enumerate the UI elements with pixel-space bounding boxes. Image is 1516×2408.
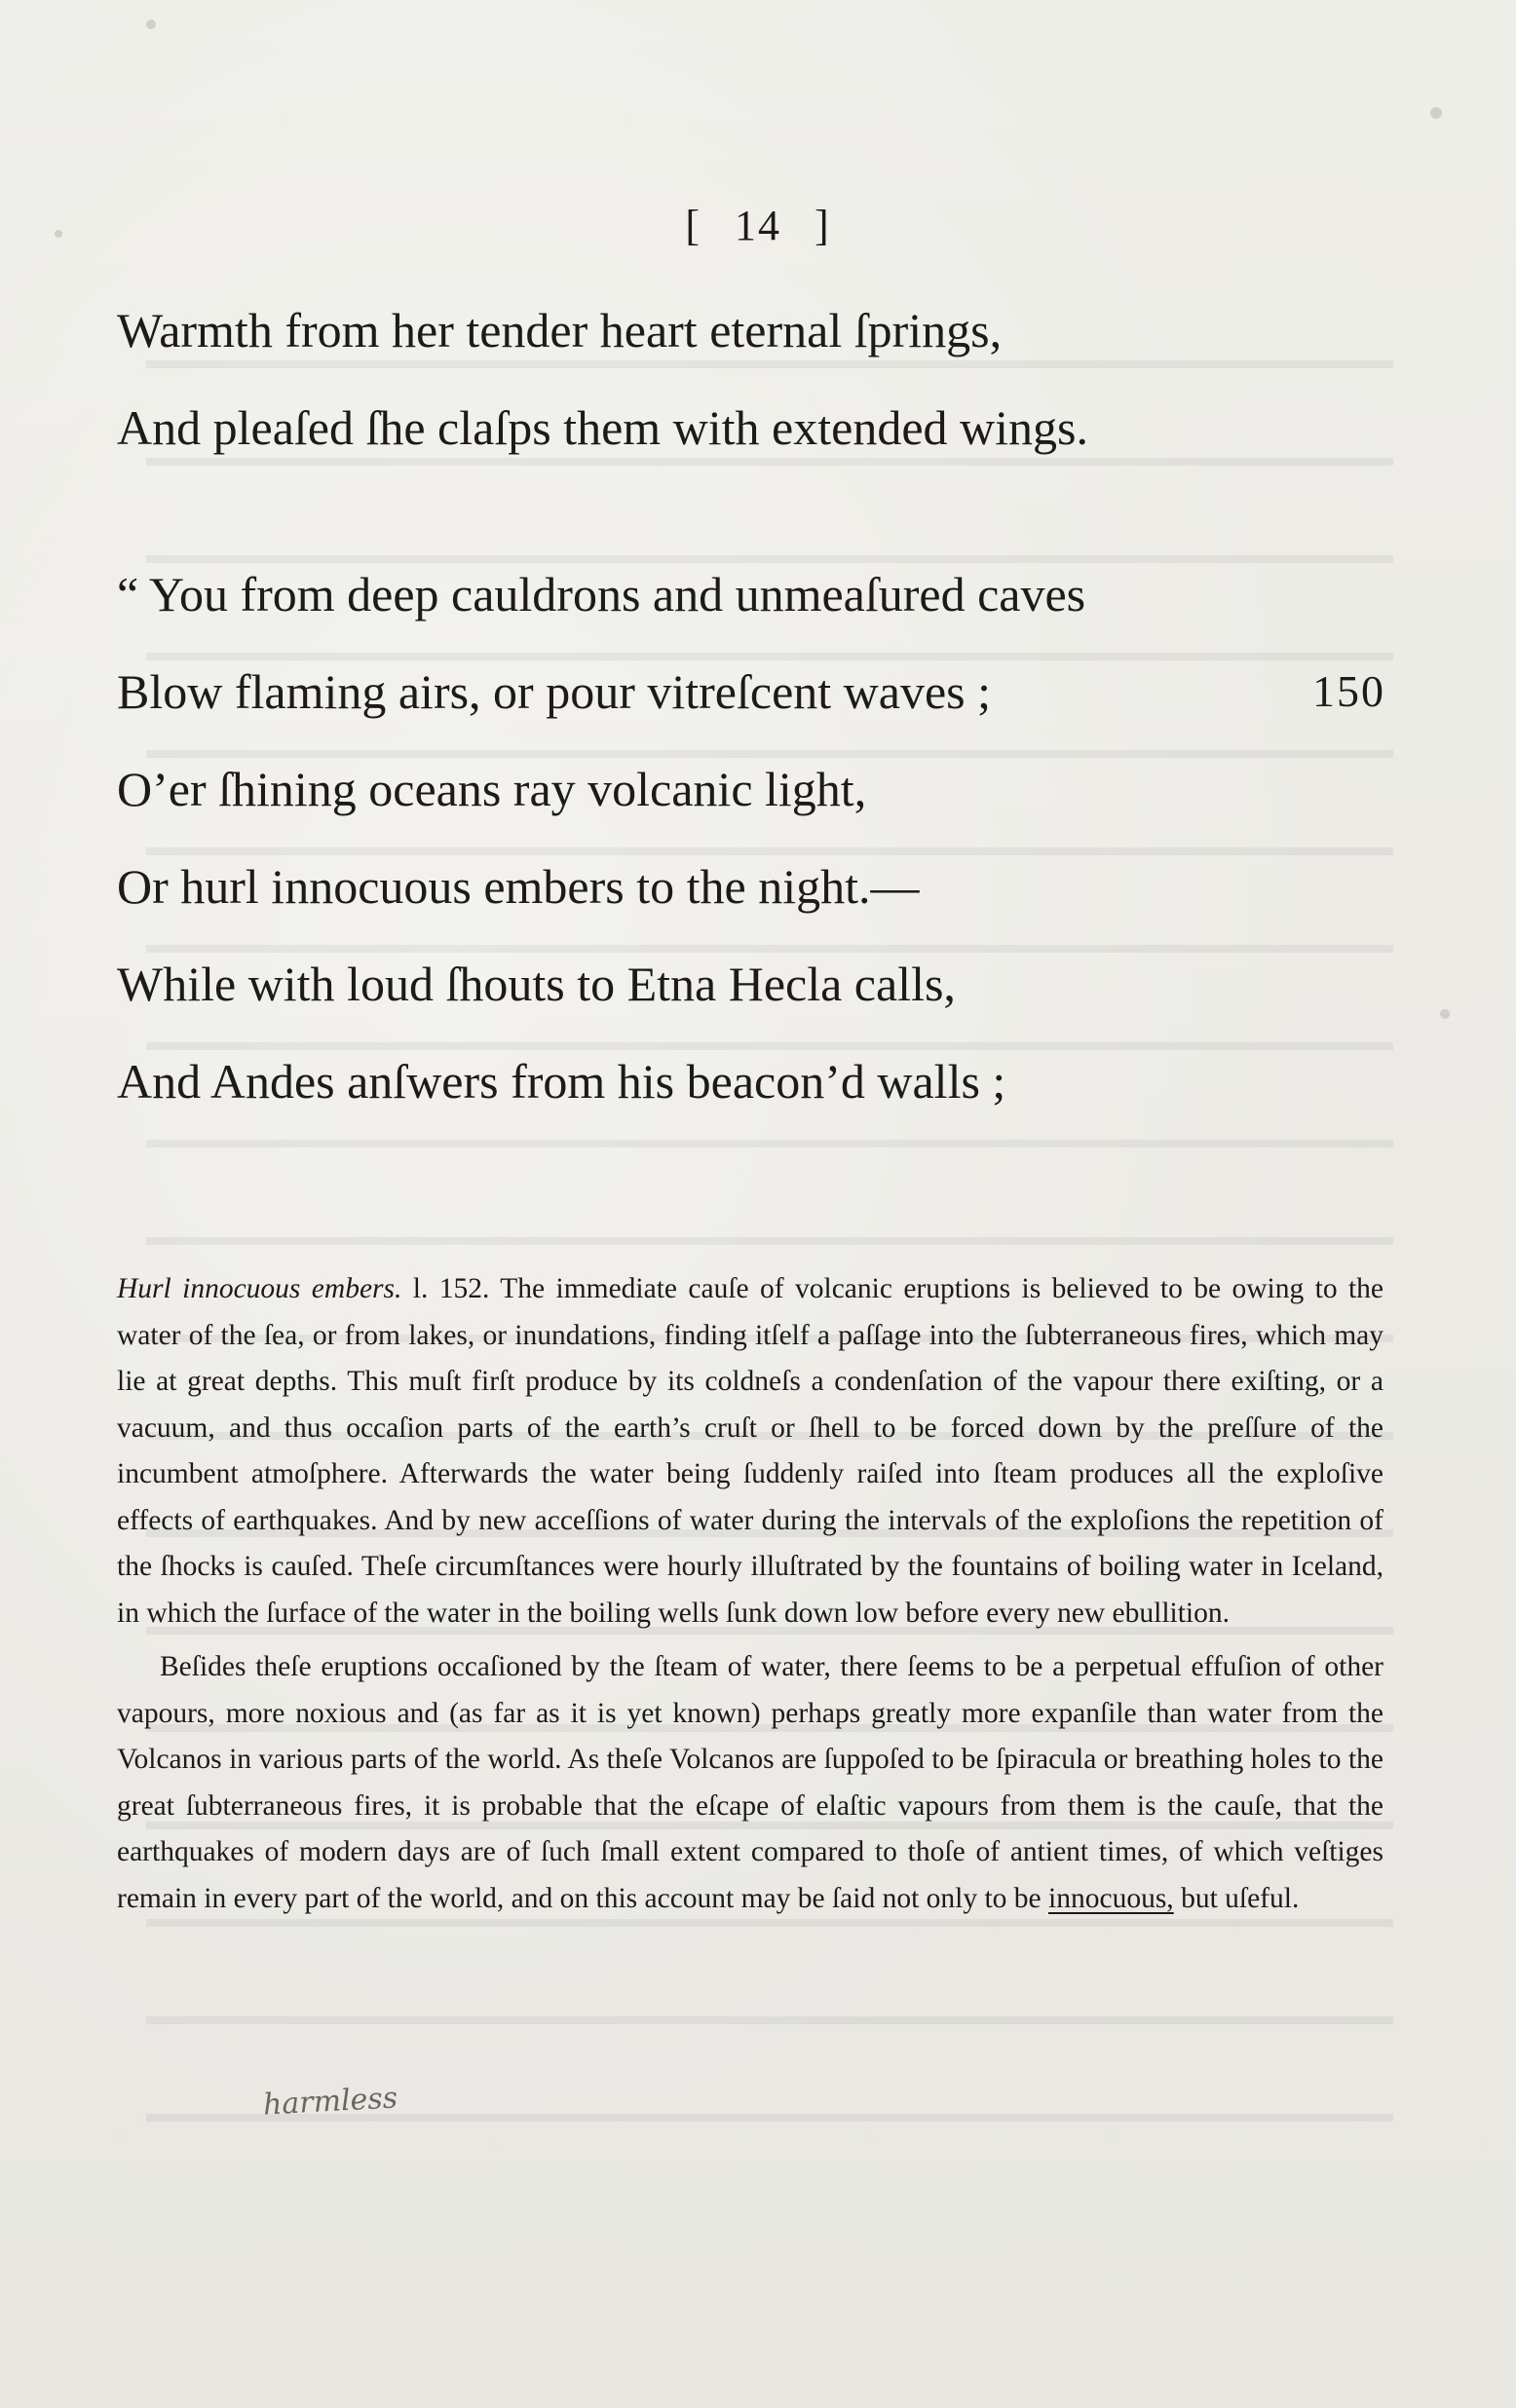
- page-number: 14: [735, 202, 781, 249]
- verse-line: And pleaſed ſhe claſps them with extended wings.: [117, 400, 1088, 455]
- verse-line: O’er ſhining oceans ray volcanic light,: [117, 762, 867, 816]
- note-lemma: Hurl innocuous embers.: [117, 1273, 402, 1304]
- underlined-word: innocuous,: [1048, 1882, 1174, 1914]
- verse-line: Blow flaming airs, or pour vitreſcent waves ;: [117, 664, 991, 719]
- footnote-paragraph: [117, 1644, 1383, 1922]
- note-text: The immediate cauſe of volcanic eruptions is believed to be owing to the water of the ſea, or from lakes, or inundations, finding itſelf a paſſage into the ſubterraneous fires, which may lie at great depths. This muſt firſt produce by its coldneſs a condenſation of the vapour there exiſting, or a vacuum, and thus occaſion parts of the earth’s cruſt or ſhell to be forced down by the preſſure of the incumbent atmoſphere. Afterwards the water being ſuddenly raiſed into ſteam produces all the exploſive effects of earthquakes. And by new acceſſions of water during the intervals of the exploſions the repetition of the ſhocks is cauſed. Theſe circumſtances were hourly illuſtrated by the fountains of boiling water in Iceland, in which the ſurface of the water in the boiling wells ſunk down low before every new ebullition.: [117, 1273, 1384, 1629]
- bracket-close: ]: [815, 202, 831, 249]
- verse-line: Or hurl innocuous embers to the night.—: [117, 859, 920, 914]
- note-text: Beſides theſe eruptions occaſioned by the ſteam of water, there ſeems to be a perpetual effuſion of other vapours, more noxious and (as far as it is yet known) perhaps greatly more expanſile than water from the Volcanos in various parts of the world. As theſe Volcanos are ſuppoſed to be ſpiracula or breathing holes to the great ſubterraneous fires, it is probable that the eſcape of elaſtic vapours from them is the cauſe, that the earthquakes of modern days are of ſuch ſmall extent compared to thoſe of antient times, of which veſtiges remain in every part of the world, and on this account may be ſaid not only to be: [117, 1651, 1383, 1914]
- bracket-open: [: [685, 202, 701, 249]
- footnote-paragraph: [117, 1266, 1383, 1637]
- verse-line: And Andes anſwers from his beacon’d walls ;: [117, 1054, 1006, 1109]
- paper-speck: [146, 19, 156, 29]
- footnotes: [117, 1266, 1383, 1922]
- handwritten-marginalia: harmless: [262, 2081, 398, 2123]
- paper-speck: [1440, 1009, 1450, 1019]
- verse-line: While with loud ſhouts to Etna Hecla calls,: [117, 957, 956, 1011]
- verse-line: “ You from deep cauldrons and unmeaſured caves: [117, 567, 1086, 621]
- note-text: but uſeful.: [1173, 1882, 1300, 1914]
- line-number: 150: [1312, 666, 1385, 716]
- note-reference: l. 152.: [401, 1273, 490, 1304]
- verse-line: Warmth from her tender heart eternal ſprings,: [117, 303, 1003, 357]
- page-header: [0, 201, 1516, 250]
- paper-speck: [1430, 107, 1442, 119]
